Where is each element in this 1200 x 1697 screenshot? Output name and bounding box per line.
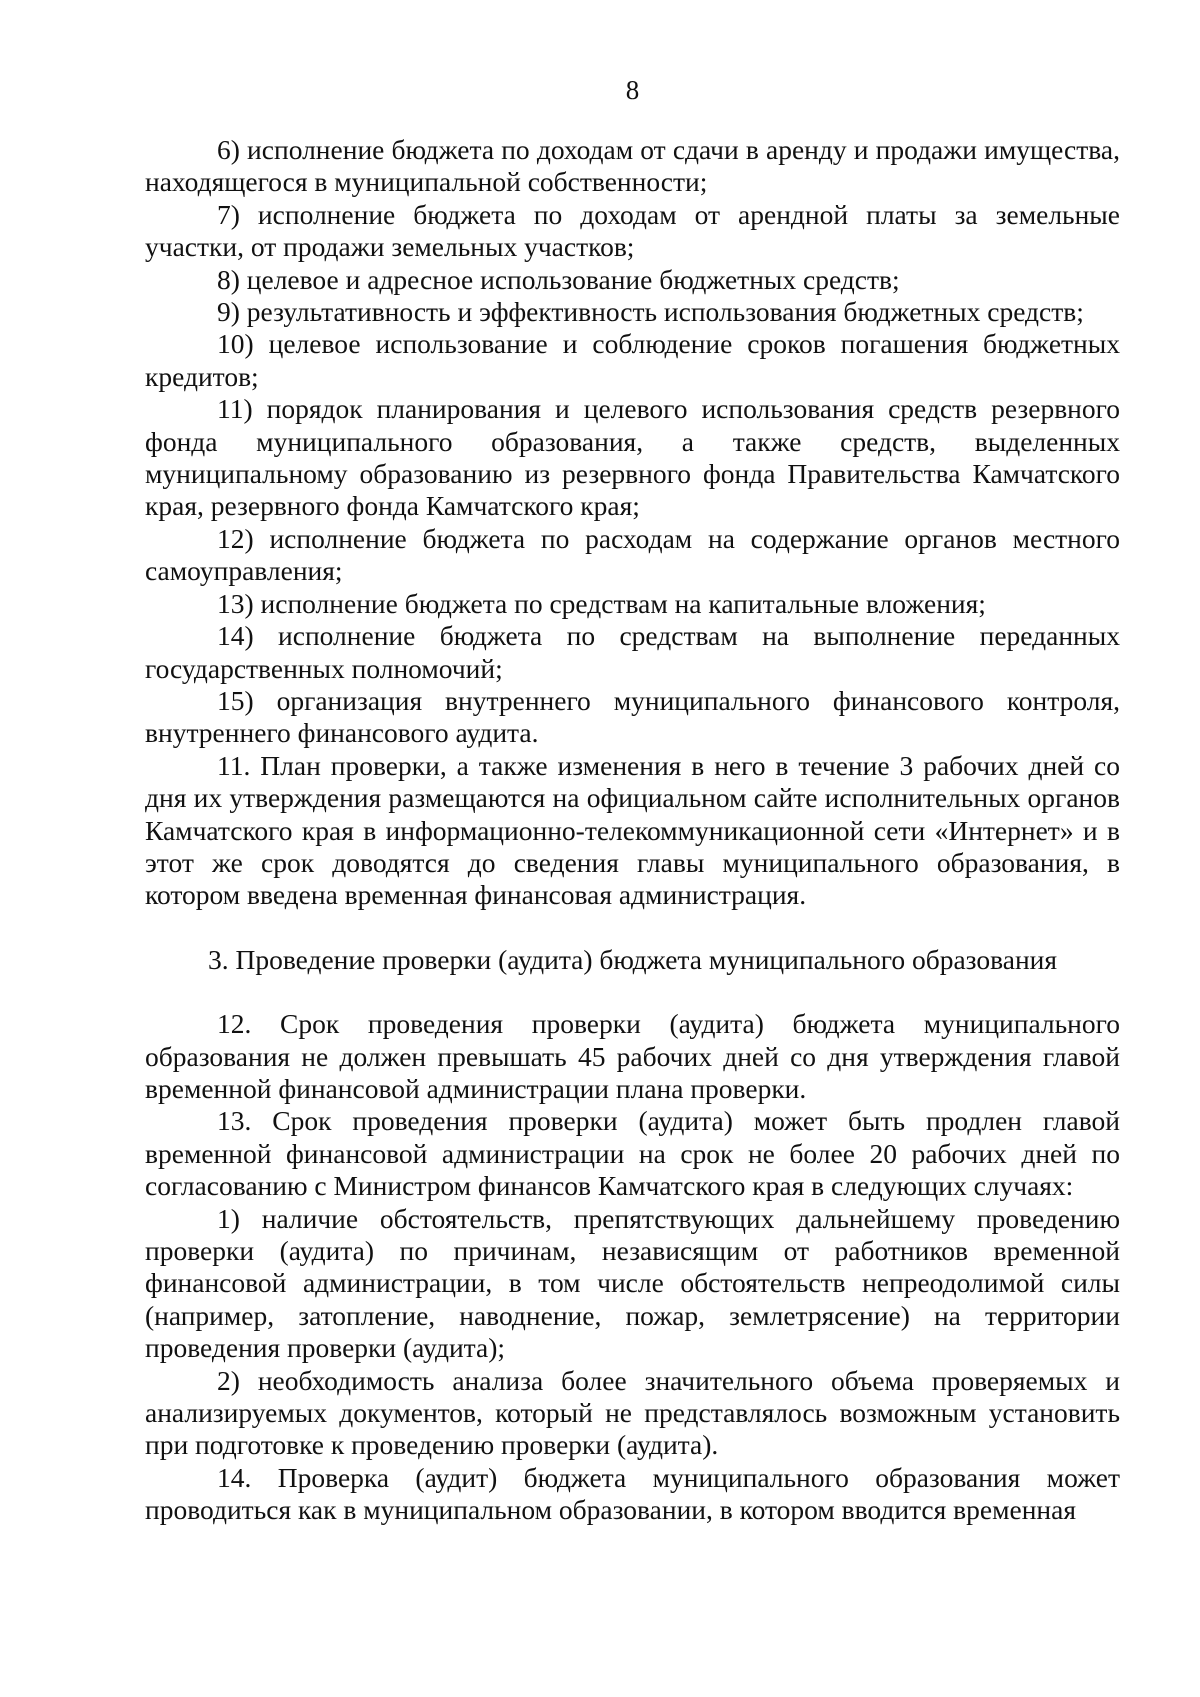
list-item: 10) целевое использование и соблюдение сроков погашения бюджетных кредитов; <box>145 328 1120 392</box>
list-item: 13) исполнение бюджета по средствам на капитальные вложения; <box>217 587 986 619</box>
list-item: 9) результативность и эффективность использования бюджетных средств; <box>217 296 1084 328</box>
list-item: 7) исполнение бюджета по доходам от арендной платы за земельные участки, от продажи земельных участков; <box>145 198 1120 263</box>
list-item: 6) исполнение бюджета по доходам от сдачи в аренду и продажи имущества, находящегося в муниципальной собственности; <box>145 134 1120 198</box>
list-item: 12) исполнение бюджета по расходам на содержание органов местного самоуправления; <box>145 522 1120 587</box>
list-item: 15) организация внутреннего муниципального финансового контроля, внутреннего финансового аудита. <box>145 684 1120 749</box>
clause-paragraph: 11. План проверки, а также изменения в него в течение 3 рабочих дней со дня их утверждения размещаются на официальном сайте исполнительных органов Камчатского края в информационно-телекоммуникационной сети «Интернет» и в этот же срок доводятся до сведения главы муниципального образования, в котором введена временная финансовая администрация. <box>145 749 1120 911</box>
clause-paragraph: 12. Срок проведения проверки (аудита) бюджета муниципального образования не должен превышать 45 рабочих дней со дня утверждения главой временной финансовой администрации плана проверки. <box>145 1008 1120 1104</box>
list-item: 2) необходимость анализа более значительного объема проверяемых и анализируемых документов, который не представлялось возможным установить при подготовке к проведению проверки (аудита). <box>145 1364 1120 1461</box>
list-item: 14) исполнение бюджета по средствам на выполнение переданных государственных полномочий; <box>145 620 1120 684</box>
document-body <box>145 134 1120 1527</box>
clause-paragraph: 13. Срок проведения проверки (аудита) может быть продлен главой временной финансовой администрации на срок не более 20 рабочих дней по согласованию с Министром финансов Камчатского края в следующих случаях: <box>145 1105 1120 1202</box>
list-item: 1) наличие обстоятельств, препятствующих дальнейшему проведению проверки (аудита) по причинам, независящим от работников временной финансовой администрации, в том числе обстоятельств непреодолимой силы (например, затопление, наводнение, пожар, землетрясение) на территории проведения проверки (аудита); <box>145 1202 1120 1364</box>
section-heading: 3. Проведение проверки (аудита) бюджета муниципального образования <box>207 943 1058 975</box>
page-number: 8 <box>625 75 640 105</box>
list-item: 11) порядок планирования и целевого использования средств резервного фонда муниципального образования, а также средств, выделенных муниципальному образованию из резервного фонда Правительства Камчатского края, резервного фонда Камчатского края; <box>145 393 1120 522</box>
list-item: 8) целевое и адресное использование бюджетных средств; <box>217 263 900 295</box>
clause-paragraph: 14. Проверка (аудит) бюджета муниципального образования может проводиться как в муниципальном образовании, в котором вводится временная <box>145 1461 1120 1526</box>
